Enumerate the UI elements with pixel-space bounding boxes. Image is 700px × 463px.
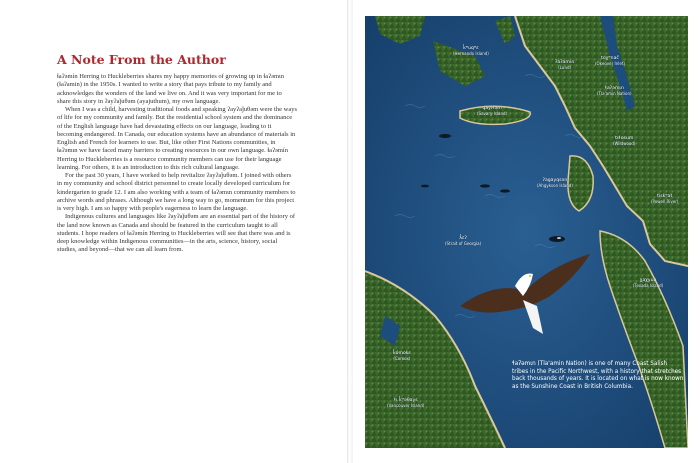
map-label-strait-of-georgia: ƛ̓ɛʔ (Strait of Georgia) [445, 236, 482, 247]
map-label-ahgykson: ʔagayqsən (Ahgykson Island) [537, 178, 573, 189]
paragraph-2: When I was a child, harvesting traditional foods and speaking ʔayʔaǰuθəm were the ways of life for my community and family. But the residential school system and the dominance of the English language have had devastating effects on our language, leading to it becoming endangered. In Canada, our education systems have an abundance of materials in English and French for learners to use. But, like other First Nations communities, in ɬaʔəmɩn we have faced many barriers to creating resources in our own language. ɬaʔəmín Herring to Huckleberries is a resource community members can use for their language learning. For others, it is an introduction to this rich cultural language. [57, 106, 297, 171]
map-label-comox: k̓ómoks (Comox) [393, 351, 411, 362]
map-caption: ɬaʔəmɩn (Tla'amin Nation) is one of many Coast Salish tribes in the Pacific Northwest, with a history that stretches back thousands of years. It is located on what is now known as the Sunshine Coast in British Columbia. [512, 361, 684, 390]
illustrated-map [365, 16, 688, 448]
map-label-okeover: toχʷnač (Okeover Inlet) [595, 56, 625, 67]
paragraph-3: For the past 30 years, I have worked to help revitalize ʔayʔaǰuθəm. I joined with others in my community and school district personnel to create locally developed curriculum for kindergarten to grade 12. I am also working with a team of ɬaʔəmɩn community members to archive words and phrases. Although we have a long way to go, momentum for this project is very high. I am so happy with people's eagerness to learn the language. [57, 172, 296, 212]
map-label-texada: χaχyuu (Texada Island) [633, 278, 664, 289]
map-label-vancouver-island: ɬɩ k̓ʷəθays (Vancouver Island) [387, 398, 425, 409]
map-label-powell-river: tiskʷat (Powell River) [651, 194, 679, 205]
left-page [0, 0, 347, 463]
page-title: A Note From the Author [57, 52, 226, 67]
map-label-hernando: k̓ʷuqʷɛ (Hernando Island) [453, 46, 489, 57]
author-note-body [57, 73, 297, 255]
map-label-wildwood: tɩɬosum (Wildwood) [613, 136, 636, 147]
map-label-savary: qayiɬəm (Savary Island) [477, 106, 508, 117]
right-page [353, 0, 700, 463]
paragraph-1: ɬaʔəmín Herring to Huckleberries shares my happy memories of growing up in ɬaʔəmɩn (ɬaʔamin) in the 1950s. I wanted to write a story that pays tribute to my family and acknowledges the wonders of the land we live on. And it was very important for me to share this story in ʔayʔaǰuθəm (ayajuthum), my own language. [57, 73, 285, 105]
map-label-lund: ʔaʔamɩn (Lund) [555, 60, 575, 71]
map-label-tlaamin: ɬaʔəmɩn (Tla'amin Nation) [597, 86, 632, 97]
paragraph-4: Indigenous cultures and languages like ʔayʔaǰuθəm are an essential part of the history of the land now known as Canada and should be featured in the curriculum taught to all students. I hope readers of ɬaʔəmín Herring to Huckleberries will see that there was and is deep knowledge within Indigenous communities—in the arts, science, history, social studies, and beyond—that we can all learn from. [57, 213, 295, 254]
